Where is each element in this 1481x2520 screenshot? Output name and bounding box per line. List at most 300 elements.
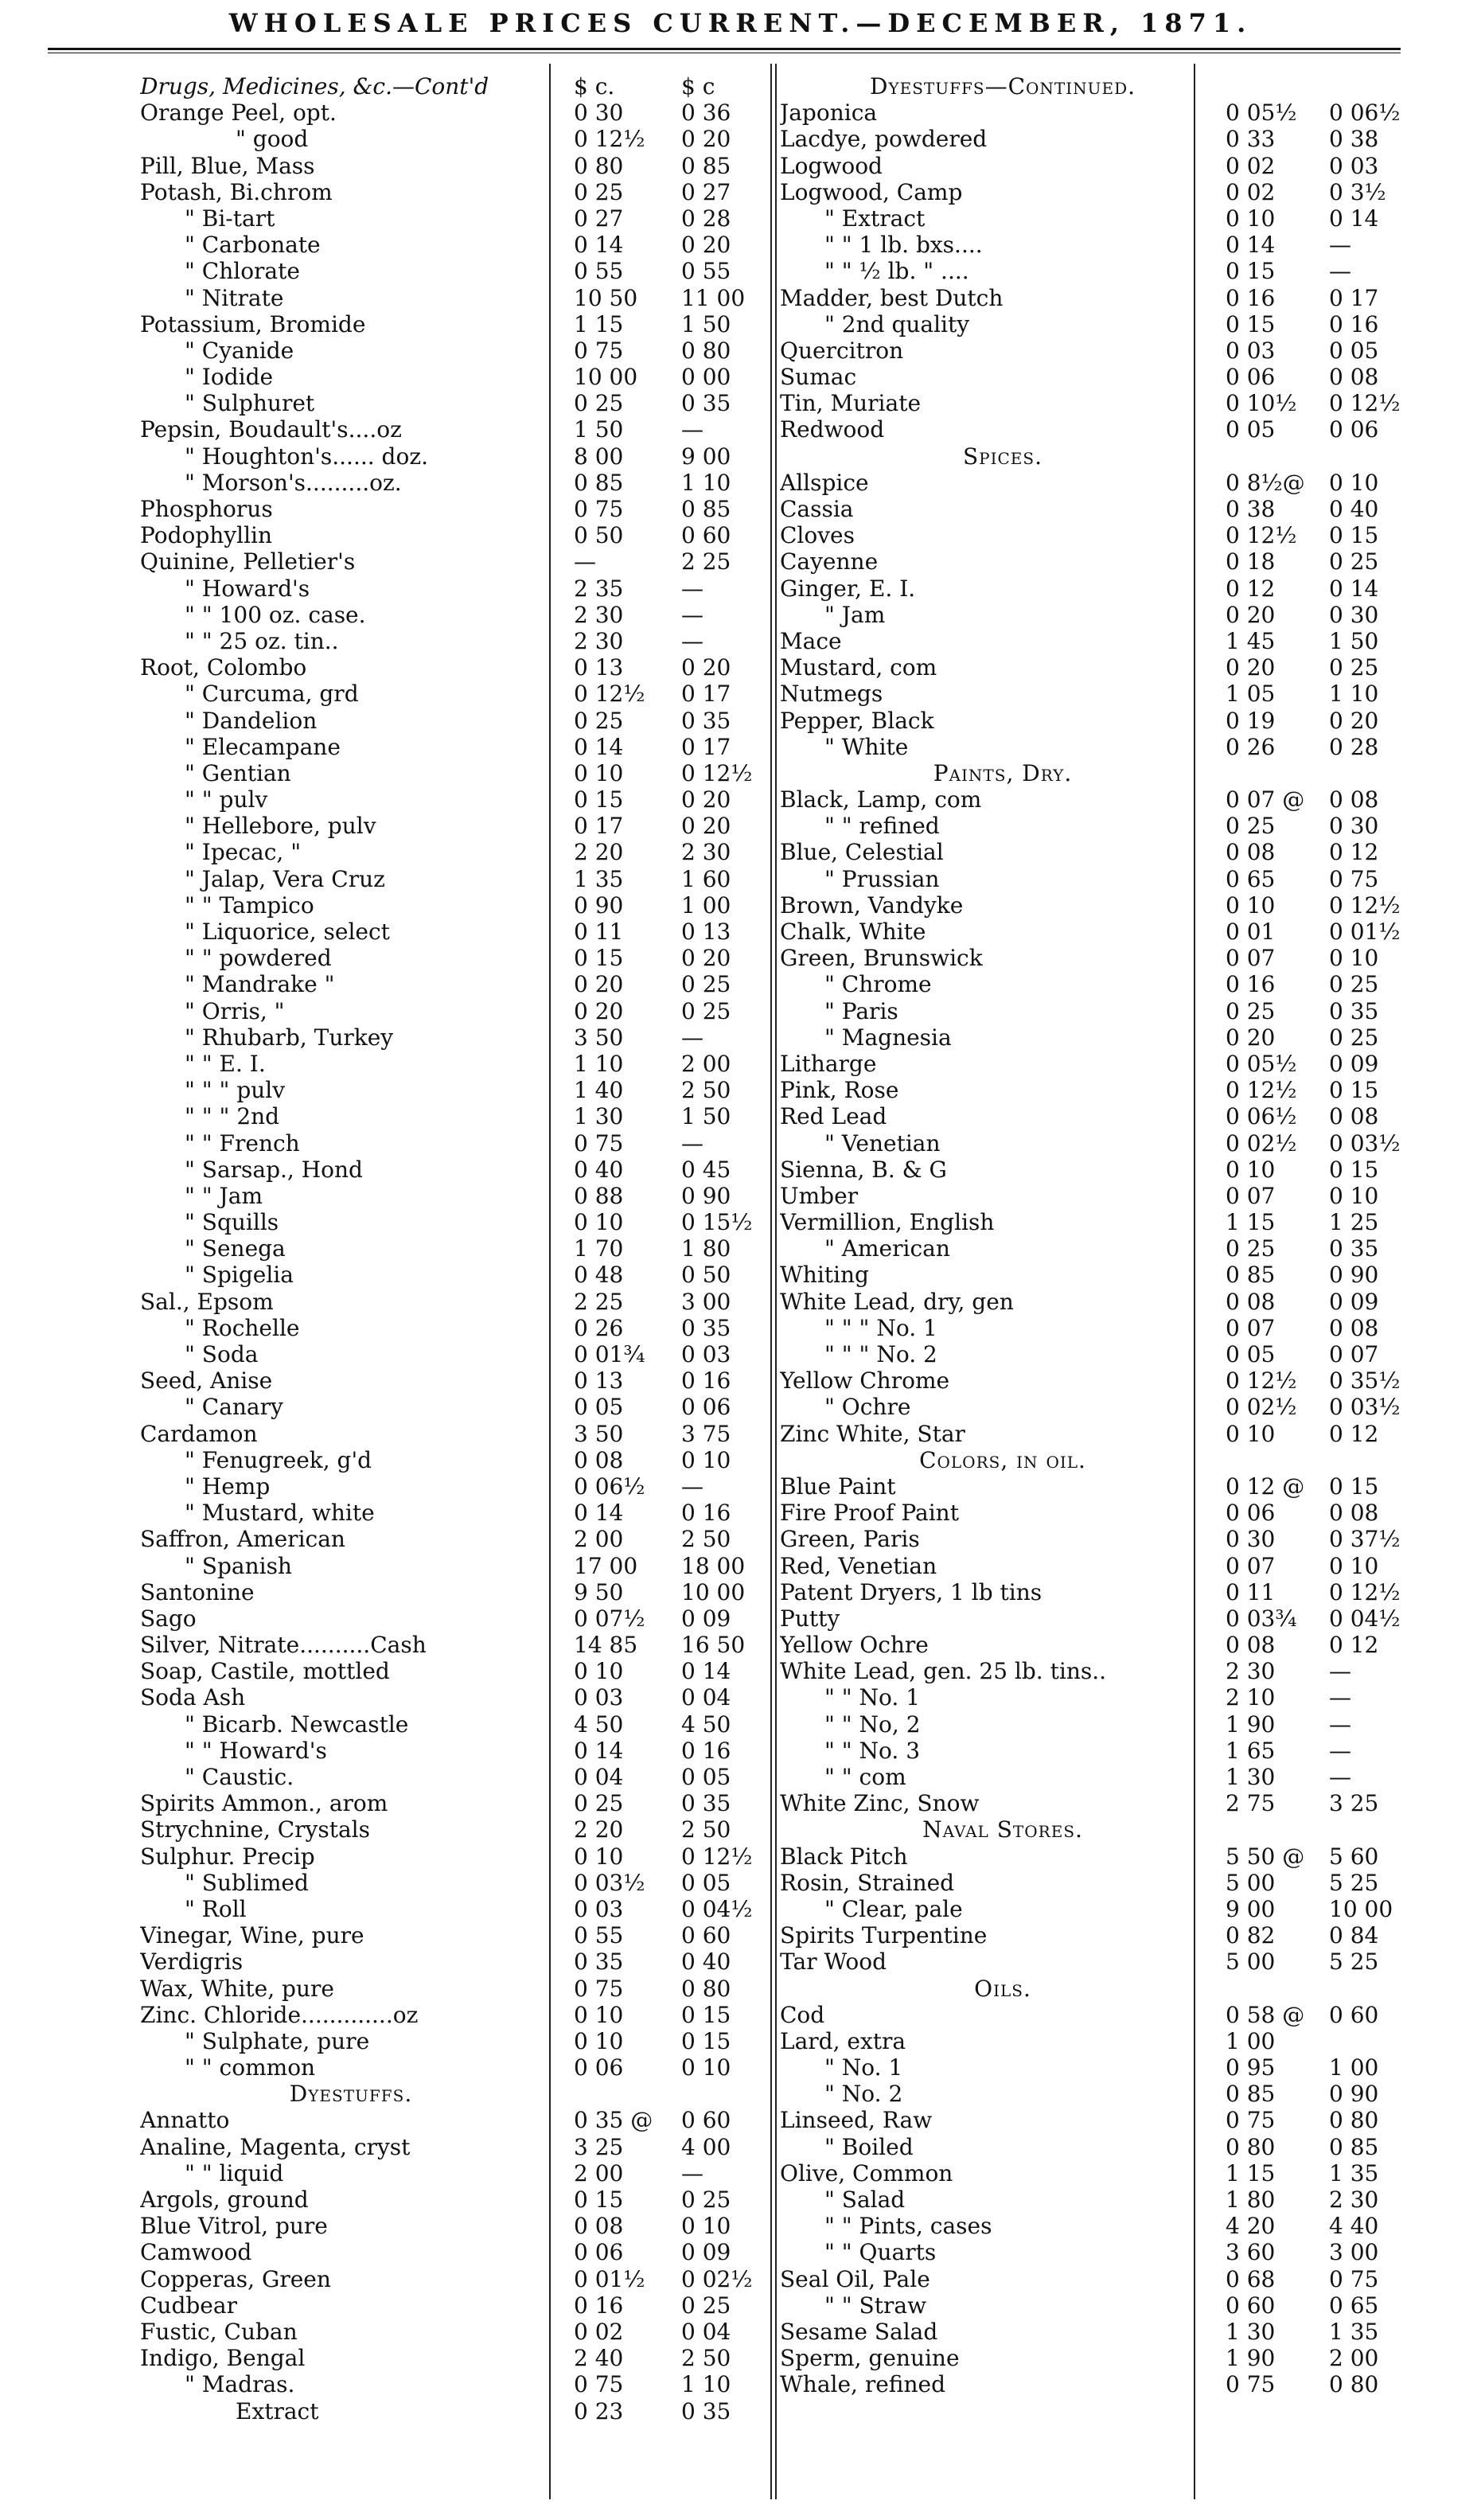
item-name: " Rhubarb, Turkey bbox=[185, 1024, 394, 1051]
price-low: 2 35 bbox=[574, 575, 624, 602]
price-row bbox=[140, 1711, 785, 1738]
price-low: 0 02 bbox=[574, 2318, 624, 2345]
price-high: 0 12½ bbox=[1329, 891, 1401, 919]
price-row bbox=[780, 1949, 1432, 1975]
price-row bbox=[140, 681, 785, 707]
price-high: 0 60 bbox=[681, 1922, 731, 1949]
item-name: " Caustic. bbox=[185, 1764, 294, 1790]
price-low: 0 38 bbox=[1226, 496, 1276, 522]
price-low: 1 35 bbox=[574, 865, 624, 892]
price-row bbox=[140, 496, 785, 522]
price-row bbox=[780, 602, 1432, 628]
section-heading-row bbox=[780, 1816, 1432, 1843]
item-name: White Lead, dry, gen bbox=[780, 1288, 1014, 1315]
price-high: 0 08 bbox=[1329, 364, 1379, 391]
price-low: 0 16 bbox=[574, 2292, 624, 2319]
price-low: 0 03 bbox=[574, 1684, 624, 1711]
price-low: 0 06 bbox=[574, 2239, 624, 2266]
price-low: 1 80 bbox=[1226, 2186, 1276, 2213]
item-name: " " Howard's bbox=[185, 1737, 327, 1764]
price-row bbox=[780, 2266, 1432, 2292]
price-row bbox=[140, 998, 785, 1024]
price-row bbox=[140, 153, 785, 179]
item-name: Yellow Chrome bbox=[780, 1367, 950, 1395]
price-low: 0 06½ bbox=[574, 1473, 645, 1500]
price-row bbox=[140, 1976, 785, 2002]
price-high: 0 35½ bbox=[1329, 1367, 1401, 1395]
price-low: 0 12 @ bbox=[1226, 1473, 1305, 1500]
item-name: Pill, Blue, Mass bbox=[140, 152, 315, 179]
price-row bbox=[140, 1130, 785, 1157]
item-name: Sago bbox=[140, 1605, 197, 1632]
price-low: 0 26 bbox=[1226, 733, 1276, 760]
price-row bbox=[780, 628, 1432, 654]
item-name: " " Quarts bbox=[824, 2239, 937, 2266]
price-high: 1 10 bbox=[681, 2371, 731, 2398]
price-low: 0 30 bbox=[574, 99, 624, 127]
price-low: 2 00 bbox=[574, 2159, 624, 2186]
item-name: " Rochelle bbox=[185, 1314, 300, 1341]
price-high: 0 84 bbox=[1329, 1922, 1379, 1949]
price-high: 1 00 bbox=[1329, 2054, 1379, 2081]
item-name: Zinc. Chloride.............oz bbox=[140, 2001, 419, 2028]
price-row bbox=[780, 1922, 1432, 1949]
item-name: " Ochre bbox=[824, 1394, 911, 1421]
item-name: " " com bbox=[824, 1764, 906, 1790]
price-high: 0 05 bbox=[681, 1869, 731, 1896]
price-row bbox=[780, 1341, 1432, 1367]
price-row bbox=[140, 1235, 785, 1262]
right-price-column bbox=[780, 73, 1432, 2398]
price-row bbox=[780, 839, 1432, 865]
item-name: Seed, Anise bbox=[140, 1367, 273, 1395]
item-name: Allspice bbox=[780, 469, 869, 496]
price-low: 3 60 bbox=[1226, 2239, 1276, 2266]
item-name: " " refined bbox=[824, 813, 940, 840]
price-high: — bbox=[1329, 258, 1351, 285]
item-name: White Lead, gen. 25 lb. tins.. bbox=[780, 1658, 1107, 1685]
price-low: 0 23 bbox=[574, 2397, 624, 2424]
price-high: 0 35 bbox=[1329, 997, 1379, 1024]
price-low: 0 08 bbox=[1226, 839, 1276, 866]
price-high: 0 00 bbox=[681, 364, 731, 391]
price-row bbox=[140, 1684, 785, 1711]
item-name: " Jalap, Vera Cruz bbox=[185, 865, 385, 892]
price-low: 14 85 bbox=[574, 1632, 638, 1659]
price-high: 0 12½ bbox=[681, 1843, 753, 1870]
item-name: " Spigelia bbox=[185, 1262, 294, 1289]
price-row bbox=[780, 126, 1432, 152]
section-heading: Naval Stores. bbox=[922, 1816, 1083, 1843]
price-high: 0 06 bbox=[1329, 416, 1379, 443]
price-high: 10 00 bbox=[1329, 1895, 1393, 1922]
price-row bbox=[780, 232, 1432, 258]
price-row bbox=[140, 708, 785, 734]
price-high: 2 25 bbox=[681, 548, 731, 575]
price-low: 0 03 bbox=[574, 1895, 624, 1922]
price-low: 0 10 bbox=[1226, 1420, 1276, 1447]
price-row bbox=[140, 1658, 785, 1684]
item-name: " Venetian bbox=[824, 1129, 941, 1157]
item-name: Indigo, Bengal bbox=[140, 2345, 306, 2372]
price-high: 0 65 bbox=[1329, 2292, 1379, 2319]
page-header: WHOLESALE PRICES CURRENT.—DECEMBER, 1871. bbox=[228, 8, 1253, 38]
price-high: 2 50 bbox=[681, 1526, 731, 1553]
price-row bbox=[780, 1103, 1432, 1129]
price-row bbox=[140, 205, 785, 232]
price-high: 0 12 bbox=[1329, 1632, 1379, 1659]
price-low: 0 06 bbox=[574, 2054, 624, 2081]
price-high: 0 01½ bbox=[1329, 919, 1401, 945]
price-high: 0 15 bbox=[1329, 1077, 1379, 1104]
price-row bbox=[140, 99, 785, 126]
item-name: Copperas, Green bbox=[140, 2265, 331, 2292]
item-name: " Spanish bbox=[185, 1552, 292, 1579]
item-name: Patent Dryers, 1 lb tins bbox=[780, 1578, 1043, 1605]
item-name: " Boiled bbox=[824, 2133, 914, 2160]
item-name: " Fenugreek, g'd bbox=[185, 1446, 372, 1473]
item-name: Whiting bbox=[780, 1262, 869, 1289]
price-row bbox=[140, 1051, 785, 1077]
price-row bbox=[140, 1949, 785, 1975]
item-name: " Bicarb. Newcastle bbox=[185, 1711, 409, 1738]
item-name: " " Straw bbox=[824, 2292, 927, 2319]
price-row bbox=[780, 1684, 1432, 1711]
price-row bbox=[140, 2186, 785, 2213]
price-high: 0 16 bbox=[1329, 310, 1379, 337]
price-low: 0 11 bbox=[574, 919, 624, 945]
item-name: " Hellebore, pulv bbox=[185, 813, 376, 840]
price-row bbox=[140, 2319, 785, 2345]
price-row bbox=[140, 285, 785, 311]
item-name: Fire Proof Paint bbox=[780, 1500, 959, 1527]
item-name: " good bbox=[236, 126, 309, 153]
price-row bbox=[140, 1632, 785, 1658]
price-row bbox=[780, 1790, 1432, 1816]
item-name: Potassium, Bromide bbox=[140, 310, 366, 337]
price-high: 0 15 bbox=[1329, 1473, 1379, 1500]
left-price-column bbox=[140, 73, 785, 2424]
price-row bbox=[780, 416, 1432, 443]
price-high: 4 50 bbox=[681, 1711, 731, 1738]
price-high: 0 15 bbox=[1329, 522, 1379, 549]
item-name: Wax, White, pure bbox=[140, 1975, 334, 2002]
price-low: 2 40 bbox=[574, 2345, 624, 2372]
price-high: 2 30 bbox=[1329, 2186, 1379, 2213]
item-name: Black, Lamp, com bbox=[780, 786, 982, 813]
price-row bbox=[780, 258, 1432, 284]
price-high: 0 12 bbox=[1329, 839, 1379, 866]
price-high: 11 00 bbox=[681, 284, 746, 311]
item-name: " Canary bbox=[185, 1394, 283, 1421]
section-heading: Oils. bbox=[974, 1975, 1031, 2002]
price-high: 0 20 bbox=[681, 813, 731, 840]
item-name: Red, Venetian bbox=[780, 1552, 937, 1579]
item-name: " Nitrate bbox=[185, 284, 284, 311]
price-low: 2 30 bbox=[574, 627, 624, 654]
price-row bbox=[140, 337, 785, 364]
item-name: " Carbonate bbox=[185, 232, 321, 259]
price-row bbox=[140, 1421, 785, 1447]
price-row bbox=[140, 1341, 785, 1367]
item-name: " Gentian bbox=[185, 759, 291, 786]
price-low: 0 75 bbox=[574, 337, 624, 364]
price-high: 0 06 bbox=[681, 1394, 731, 1421]
price-low: 2 30 bbox=[574, 601, 624, 628]
price-row bbox=[140, 1922, 785, 1949]
price-high: 0 15 bbox=[681, 2001, 731, 2028]
item-name: Cardamon bbox=[140, 1420, 258, 1447]
price-low: 0 75 bbox=[1226, 2107, 1276, 2134]
price-high: 0 90 bbox=[681, 1182, 731, 1209]
item-name: " " pulv bbox=[185, 786, 268, 813]
price-high: 2 50 bbox=[681, 1816, 731, 1843]
item-name: " Mustard, white bbox=[185, 1500, 375, 1527]
price-low: 0 14 bbox=[1226, 232, 1276, 259]
price-high: — bbox=[1329, 1737, 1351, 1764]
price-low: 4 20 bbox=[1226, 2213, 1276, 2240]
price-high: — bbox=[681, 1129, 703, 1157]
item-name: Putty bbox=[780, 1605, 840, 1632]
price-row bbox=[140, 1473, 785, 1500]
price-row bbox=[140, 443, 785, 470]
price-low: 0 06 bbox=[1226, 364, 1276, 391]
price-low: 4 50 bbox=[574, 1711, 624, 1738]
price-high: — bbox=[681, 2159, 703, 2186]
price-high: 0 17 bbox=[681, 681, 731, 708]
price-low: 0 85 bbox=[574, 469, 624, 496]
price-row bbox=[140, 1289, 785, 1315]
price-low: 2 10 bbox=[1226, 1684, 1276, 1711]
price-high: 0 25 bbox=[681, 971, 731, 998]
item-name: Brown, Vandyke bbox=[780, 891, 964, 919]
item-name: Tin, Muriate bbox=[780, 390, 922, 417]
price-high: 0 85 bbox=[1329, 2133, 1379, 2160]
price-low: 0 07 bbox=[1226, 1182, 1276, 1209]
price-low: 0 01¾ bbox=[574, 1341, 645, 1367]
item-name: Podophyllin bbox=[140, 522, 273, 549]
price-low: 0 12½ bbox=[1226, 522, 1297, 549]
section-heading: Spices. bbox=[962, 443, 1043, 470]
item-name: Whale, refined bbox=[780, 2371, 945, 2398]
price-high: 0 09 bbox=[681, 2239, 731, 2266]
price-low: 0 07 bbox=[1226, 945, 1276, 972]
price-low: 1 00 bbox=[1226, 2027, 1276, 2054]
price-low: 0 25 bbox=[1226, 997, 1276, 1024]
price-low: 0 16 bbox=[1226, 284, 1276, 311]
price-low: 0 15 bbox=[574, 945, 624, 972]
price-low: 0 05 bbox=[574, 1394, 624, 1421]
price-low: 0 11 bbox=[1226, 1578, 1276, 1605]
price-high: 0 15½ bbox=[681, 1209, 753, 1236]
price-high: 0 35 bbox=[681, 390, 731, 417]
price-row bbox=[780, 179, 1432, 205]
price-high: 0 10 bbox=[681, 2213, 731, 2240]
price-high: 0 40 bbox=[1329, 496, 1379, 522]
price-high: 0 10 bbox=[1329, 469, 1379, 496]
price-row bbox=[140, 734, 785, 760]
price-high: 1 35 bbox=[1329, 2318, 1379, 2345]
price-low: 0 40 bbox=[574, 1156, 624, 1183]
price-row bbox=[140, 2134, 785, 2160]
item-name: Red Lead bbox=[780, 1103, 887, 1130]
price-high: 2 00 bbox=[681, 1050, 731, 1077]
item-name: Camwood bbox=[140, 2239, 252, 2266]
price-low: 1 15 bbox=[1226, 2159, 1276, 2186]
price-high: 0 14 bbox=[681, 1658, 731, 1685]
section-heading: Paints, Dry. bbox=[933, 759, 1073, 786]
price-row bbox=[140, 2398, 785, 2424]
item-name: " Liquorice, select bbox=[185, 919, 390, 945]
price-high: 0 25 bbox=[681, 997, 731, 1024]
price-high: 5 25 bbox=[1329, 1869, 1379, 1896]
price-row bbox=[140, 1738, 785, 1764]
price-low: 0 12½ bbox=[574, 681, 645, 708]
item-name: Fustic, Cuban bbox=[140, 2318, 298, 2345]
price-row bbox=[780, 1843, 1432, 1870]
price-high: 2 50 bbox=[681, 1077, 731, 1104]
price-row bbox=[780, 1051, 1432, 1077]
price-row bbox=[780, 1367, 1432, 1394]
item-name: " " 25 oz. tin.. bbox=[185, 627, 339, 654]
price-low: 0 68 bbox=[1226, 2265, 1276, 2292]
price-row bbox=[780, 470, 1432, 496]
price-low: 1 70 bbox=[574, 1235, 624, 1262]
item-name: " 2nd quality bbox=[824, 310, 970, 337]
price-low: 1 90 bbox=[1226, 1711, 1276, 1738]
price-high: 0 28 bbox=[681, 205, 731, 232]
price-low: 0 75 bbox=[574, 2371, 624, 2398]
price-low: 3 25 bbox=[574, 2133, 624, 2160]
price-high: 0 04½ bbox=[681, 1895, 753, 1922]
price-low: 0 03¾ bbox=[1226, 1605, 1297, 1632]
price-high: 0 25 bbox=[1329, 548, 1379, 575]
price-row bbox=[140, 1579, 785, 1605]
price-row bbox=[780, 285, 1432, 311]
price-row bbox=[140, 1764, 785, 1790]
left-rows bbox=[140, 99, 785, 2424]
price-row bbox=[780, 2028, 1432, 2054]
item-name: Pink, Rose bbox=[780, 1077, 899, 1104]
price-row bbox=[140, 232, 785, 258]
price-high: 0 15 bbox=[1329, 1156, 1379, 1183]
price-low: 1 30 bbox=[1226, 1764, 1276, 1790]
price-row bbox=[780, 734, 1432, 760]
price-high: 0 60 bbox=[681, 522, 731, 549]
price-row bbox=[140, 2213, 785, 2239]
price-low: 1 30 bbox=[574, 1103, 624, 1130]
right-rows bbox=[780, 99, 1432, 2397]
price-low: 0 10 bbox=[574, 1209, 624, 1236]
price-high: 0 15 bbox=[681, 2027, 731, 2054]
price-high: 0 12½ bbox=[681, 759, 753, 786]
price-low: 0 12½ bbox=[1226, 1367, 1297, 1395]
section-heading-row bbox=[780, 1447, 1432, 1473]
price-row bbox=[140, 1843, 785, 1870]
price-high: 0 20 bbox=[681, 232, 731, 259]
price-high: 0 17 bbox=[1329, 284, 1379, 311]
item-name: " Soda bbox=[185, 1341, 259, 1367]
price-low: 0 14 bbox=[574, 232, 624, 259]
price-low: 10 00 bbox=[574, 364, 638, 391]
item-name: " Elecampane bbox=[185, 733, 341, 760]
item-name: Strychnine, Crystals bbox=[140, 1816, 371, 1843]
price-row bbox=[780, 681, 1432, 707]
price-low: 0 82 bbox=[1226, 1922, 1276, 1949]
price-row bbox=[780, 1157, 1432, 1183]
item-name: " Sulphuret bbox=[185, 390, 315, 417]
price-row bbox=[780, 813, 1432, 839]
item-name: " Jam bbox=[824, 601, 886, 628]
price-low: 5 50 @ bbox=[1226, 1843, 1305, 1870]
item-name: Yellow Ochre bbox=[780, 1632, 929, 1659]
price-high: — bbox=[1329, 232, 1351, 259]
price-row bbox=[780, 1896, 1432, 1922]
item-name: Vermillion, English bbox=[780, 1209, 995, 1236]
item-name: " Morson's.........oz. bbox=[185, 469, 402, 496]
price-row bbox=[780, 2107, 1432, 2133]
price-low: 1 15 bbox=[574, 310, 624, 337]
price-row bbox=[780, 311, 1432, 337]
price-low: 0 10 bbox=[574, 2027, 624, 2054]
price-high: — bbox=[681, 1024, 703, 1051]
price-row bbox=[780, 205, 1432, 232]
price-high: 0 25 bbox=[1329, 654, 1379, 681]
price-row bbox=[780, 866, 1432, 892]
price-row bbox=[140, 786, 785, 813]
item-name: Quercitron bbox=[780, 337, 904, 364]
price-row bbox=[780, 1738, 1432, 1764]
price-low: 0 25 bbox=[1226, 1235, 1276, 1262]
item-name: Japonica bbox=[780, 99, 878, 127]
price-row bbox=[140, 2002, 785, 2028]
price-low: 1 30 bbox=[1226, 2318, 1276, 2345]
price-high: 0 60 bbox=[681, 2107, 731, 2134]
price-high: 1 50 bbox=[681, 1103, 731, 1130]
price-high: 0 12½ bbox=[1329, 390, 1401, 417]
item-name: " Magnesia bbox=[824, 1024, 952, 1051]
price-low: 0 06 bbox=[1226, 1500, 1276, 1527]
price-low: 2 25 bbox=[574, 1288, 624, 1315]
price-row bbox=[780, 1235, 1432, 1262]
item-name: Extract bbox=[236, 2397, 319, 2424]
item-name: Sperm, genuine bbox=[780, 2345, 960, 2372]
item-name: Umber bbox=[780, 1182, 859, 1209]
item-name: Black Pitch bbox=[780, 1843, 908, 1870]
price-high: 0 03 bbox=[1329, 152, 1379, 179]
item-name: Cod bbox=[780, 2001, 825, 2028]
item-name: " " Pints, cases bbox=[824, 2213, 992, 2240]
price-high: — bbox=[1329, 1711, 1351, 1738]
price-high: 0 80 bbox=[1329, 2107, 1379, 2134]
price-high: 0 10 bbox=[681, 2054, 731, 2081]
item-name: " Ipecac, " bbox=[185, 839, 302, 866]
item-name: White Zinc, Snow bbox=[780, 1790, 980, 1817]
price-high: 0 37½ bbox=[1329, 1526, 1401, 1553]
price-low: 0 14 bbox=[574, 733, 624, 760]
price-row bbox=[780, 1632, 1432, 1658]
price-row bbox=[140, 1077, 785, 1103]
item-name: " Madras. bbox=[185, 2371, 295, 2398]
price-low: 0 07 bbox=[1226, 1552, 1276, 1579]
price-row bbox=[780, 153, 1432, 179]
price-low: 0 20 bbox=[1226, 1024, 1276, 1051]
item-name: Cayenne bbox=[780, 548, 879, 575]
price-low: 0 80 bbox=[574, 152, 624, 179]
price-low: 0 08 bbox=[574, 2213, 624, 2240]
price-row bbox=[780, 364, 1432, 390]
price-row bbox=[140, 2028, 785, 2054]
